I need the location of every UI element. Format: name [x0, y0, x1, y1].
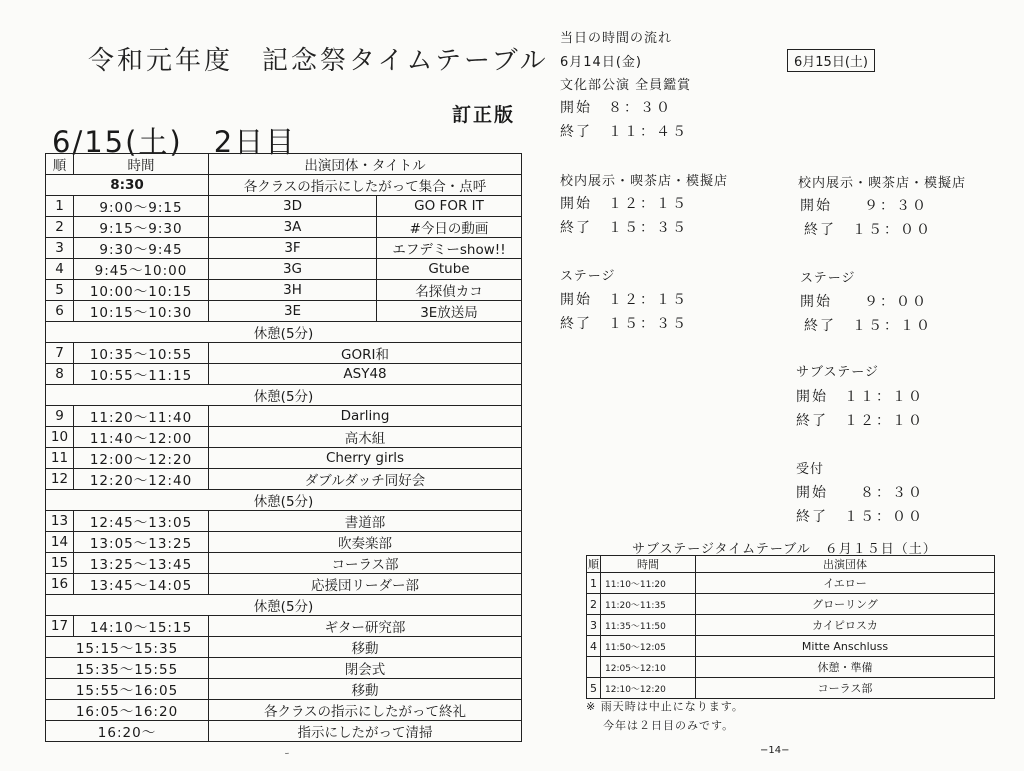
day1-stage-label: ステージ — [560, 269, 616, 284]
row-time: 13:05〜13:25 — [74, 532, 209, 553]
table-row — [46, 637, 522, 658]
row-number: 2 — [587, 594, 601, 615]
flow-title: 当日の時間の流れ — [560, 31, 673, 46]
row-time: 9:30〜9:45 — [74, 238, 209, 259]
row-time: 11:40〜12:00 — [74, 427, 209, 448]
break-label: 休憩(5分) — [46, 385, 522, 406]
row-number: 17 — [46, 616, 74, 637]
table-row — [46, 448, 522, 469]
day2-substage-label: サブステージ — [796, 365, 879, 380]
day1-stage-start: 開始 １２：１５ — [560, 292, 688, 308]
table-row — [46, 238, 522, 259]
break-row — [46, 595, 522, 616]
row-time: 16:05〜16:20 — [46, 700, 209, 721]
row-group: 休憩・準備 — [696, 657, 995, 678]
row-title: エフデミーshow!! — [377, 238, 522, 259]
assembly-row — [46, 175, 522, 196]
table-row — [587, 615, 995, 636]
row-time: 9:00〜9:15 — [74, 196, 209, 217]
day-note: 今年は２日目のみです。 — [603, 719, 735, 732]
row-title: 閉会式 — [209, 658, 522, 679]
row-group: カイピロスカ — [696, 615, 995, 636]
row-number: 16 — [46, 574, 74, 595]
assembly-text: 各クラスの指示にしたがって集合・点呼 — [209, 175, 522, 196]
day2-exhibit-label: 校内展示・喫茶店・模擬店 — [798, 176, 967, 191]
row-title: Cherry girls — [209, 448, 522, 469]
row-title: 書道部 — [209, 511, 522, 532]
row-number: 6 — [46, 301, 74, 322]
row-time: 11:35〜11:50 — [601, 615, 696, 636]
row-title: 吹奏楽部 — [209, 532, 522, 553]
page-number: −14− — [760, 745, 790, 756]
day2-substage-end: 終了 １２：１０ — [796, 413, 924, 429]
break-label: 休憩(5分) — [46, 322, 522, 343]
break-label: 休憩(5分) — [46, 595, 522, 616]
day-heading: 6/15(土) 2日目 — [52, 125, 297, 159]
row-number: 3 — [587, 615, 601, 636]
row-group: 3H — [209, 280, 377, 301]
row-group: コーラス部 — [696, 678, 995, 699]
table-row — [46, 196, 522, 217]
row-time: 13:45〜14:05 — [74, 574, 209, 595]
table-row — [587, 573, 995, 594]
row-time: 10:15〜10:30 — [74, 301, 209, 322]
row-title: ギター研究部 — [209, 616, 522, 637]
row-time: 9:45〜10:00 — [74, 259, 209, 280]
break-label: 休憩(5分) — [46, 490, 522, 511]
row-group: 3F — [209, 238, 377, 259]
row-number: 9 — [46, 406, 74, 427]
row-title: 3E放送局 — [377, 301, 522, 322]
row-time: 12:10〜12:20 — [601, 678, 696, 699]
main-timetable — [45, 153, 522, 742]
table-row — [46, 616, 522, 637]
header-title: 出演団体・タイトル — [209, 154, 522, 175]
row-time: 10:35〜10:55 — [74, 343, 209, 364]
day1-exhibit-label: 校内展示・喫茶店・模擬店 — [560, 174, 729, 189]
row-title: #今日の動画 — [377, 217, 522, 238]
day2-reception-start: 開始 ８：３０ — [796, 485, 924, 501]
table-row — [46, 511, 522, 532]
day2-substage-start: 開始 １１：１０ — [796, 389, 924, 405]
row-number: 1 — [587, 573, 601, 594]
row-group: Mitte Anschluss — [696, 636, 995, 657]
row-number: 12 — [46, 469, 74, 490]
day2-exhibit-start: 開始 ９：３０ — [800, 198, 928, 214]
table-row — [46, 217, 522, 238]
row-time: 13:25〜13:45 — [74, 553, 209, 574]
table-row — [46, 406, 522, 427]
break-row — [46, 490, 522, 511]
table-row — [46, 721, 522, 742]
row-number: 11 — [46, 448, 74, 469]
day2-date: 6月15日(土) — [787, 49, 875, 72]
page-title: 令和元年度 記念祭タイムテーブル — [88, 46, 549, 76]
row-group: 3D — [209, 196, 377, 217]
row-number: 5 — [46, 280, 74, 301]
row-time: 11:20〜11:40 — [74, 406, 209, 427]
break-row — [46, 385, 522, 406]
row-time: 11:20〜11:35 — [601, 594, 696, 615]
table-row — [46, 301, 522, 322]
row-title: ASY48 — [209, 364, 522, 385]
substage-timetable — [586, 555, 995, 699]
day1-exhibit-start: 開始 １２：１５ — [560, 196, 688, 212]
day1-stage-end: 終了 １５：３５ — [560, 316, 688, 332]
table-row — [46, 343, 522, 364]
day2-exhibit-end: 終了 １５：００ — [804, 222, 932, 238]
row-title: 移動 — [209, 637, 522, 658]
table-row — [587, 657, 995, 678]
row-time: 15:35〜15:55 — [46, 658, 209, 679]
row-time: 10:00〜10:15 — [74, 280, 209, 301]
row-group: イエロー — [696, 573, 995, 594]
day1-performance-start: 開始 ８：３０ — [560, 100, 672, 116]
row-time: 9:15〜9:30 — [74, 217, 209, 238]
row-group: 3A — [209, 217, 377, 238]
page-mark: ｰ — [285, 749, 289, 758]
row-time: 12:00〜12:20 — [74, 448, 209, 469]
row-number: 13 — [46, 511, 74, 532]
row-time: 10:55〜11:15 — [74, 364, 209, 385]
row-time: 12:45〜13:05 — [74, 511, 209, 532]
row-title: 移動 — [209, 679, 522, 700]
table-row — [587, 678, 995, 699]
row-number: 2 — [46, 217, 74, 238]
substage-table-title: サブステージタイムテーブル ６月１５日（土） — [632, 542, 937, 557]
row-time: 11:10〜11:20 — [601, 573, 696, 594]
day2-stage-start: 開始 ９：００ — [800, 294, 928, 310]
header-no: 順 — [587, 556, 601, 573]
table-row — [46, 658, 522, 679]
row-group: グローリング — [696, 594, 995, 615]
row-group: 3G — [209, 259, 377, 280]
day1-exhibit-end: 終了 １５：３５ — [560, 220, 688, 236]
header-time: 時間 — [74, 154, 209, 175]
day1-date: 6月14日(金) — [560, 55, 642, 70]
row-title: コーラス部 — [209, 553, 522, 574]
table-row — [46, 364, 522, 385]
day2-stage-label: ステージ — [800, 271, 856, 286]
header-no: 順 — [46, 154, 74, 175]
table-row — [46, 427, 522, 448]
row-number: 1 — [46, 196, 74, 217]
row-number: 4 — [587, 636, 601, 657]
table-row — [46, 574, 522, 595]
row-title: Darling — [209, 406, 522, 427]
row-title: 高木組 — [209, 427, 522, 448]
row-title: GORI和 — [209, 343, 522, 364]
row-title: ダブルダッチ同好会 — [209, 469, 522, 490]
header-group: 出演団体 — [696, 556, 995, 573]
table-row — [46, 679, 522, 700]
row-number: 8 — [46, 364, 74, 385]
row-title: 指示にしたがって清掃 — [209, 721, 522, 742]
row-time: 12:20〜12:40 — [74, 469, 209, 490]
table-row — [46, 280, 522, 301]
row-number: 14 — [46, 532, 74, 553]
row-number: 3 — [46, 238, 74, 259]
row-title: Gtube — [377, 259, 522, 280]
day1-performance-label: 文化部公演 全員鑑賞 — [560, 78, 692, 93]
table-row — [46, 553, 522, 574]
break-row — [46, 322, 522, 343]
day2-stage-end: 終了 １５：１０ — [804, 318, 932, 334]
row-time: 14:10〜15:15 — [74, 616, 209, 637]
row-group: 3E — [209, 301, 377, 322]
table-header-row — [46, 154, 522, 175]
table-row — [587, 636, 995, 657]
row-time: 11:50〜12:05 — [601, 636, 696, 657]
table-row — [46, 259, 522, 280]
row-title: 応援団リーダー部 — [209, 574, 522, 595]
rain-note: ※ 雨天時は中止になります。 — [586, 700, 744, 713]
table-row — [46, 469, 522, 490]
row-number — [587, 657, 601, 678]
row-title: GO FOR IT — [377, 196, 522, 217]
day2-reception-end: 終了 １５：００ — [796, 509, 924, 525]
row-title: 名探偵カコ — [377, 280, 522, 301]
day1-performance-end: 終了 １１：４５ — [560, 124, 688, 140]
table-row — [46, 700, 522, 721]
row-title: 各クラスの指示にしたがって終礼 — [209, 700, 522, 721]
row-time: 15:15〜15:35 — [46, 637, 209, 658]
table-row — [587, 594, 995, 615]
table-header-row — [587, 556, 995, 573]
row-number: 15 — [46, 553, 74, 574]
row-time: 15:55〜16:05 — [46, 679, 209, 700]
assembly-time: 8:30 — [46, 175, 209, 196]
row-number: 5 — [587, 678, 601, 699]
table-row — [46, 532, 522, 553]
header-time: 時間 — [601, 556, 696, 573]
day2-reception-label: 受付 — [796, 462, 825, 477]
row-number: 4 — [46, 259, 74, 280]
row-number: 7 — [46, 343, 74, 364]
revised-label: 訂正版 — [452, 104, 516, 126]
row-time: 12:05〜12:10 — [601, 657, 696, 678]
row-number: 10 — [46, 427, 74, 448]
row-time: 16:20〜 — [46, 721, 209, 742]
